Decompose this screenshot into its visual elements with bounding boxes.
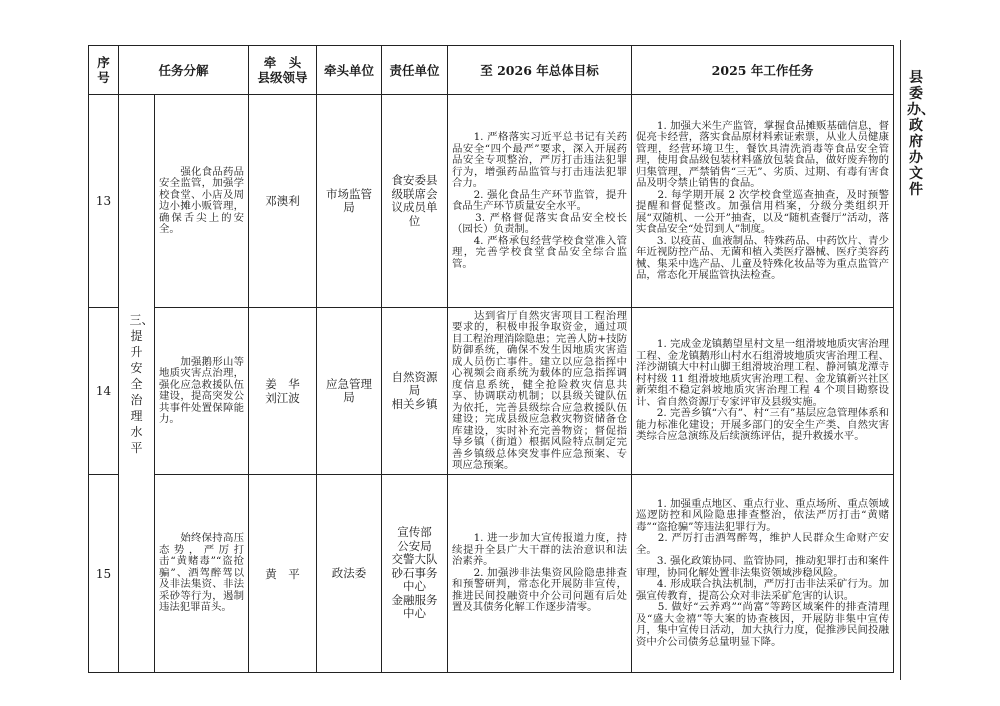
lead-unit-cell: 政法委 [317,475,382,673]
resp-unit-cell: 食安委县级联席会议成员单位 [382,95,448,308]
margin-rule [900,40,901,680]
resp-unit-cell: 宣传部 公安局 交警大队 砂石事务中心 金融服务中心 [382,475,448,673]
lead-unit-cell: 市场监管局 [317,95,382,308]
lead-unit-cell: 应急管理局 [317,308,382,475]
table-row [89,95,894,308]
leader-cell: 邓澳利 [249,95,317,308]
header-lead-unit: 牵头单位 [317,46,382,95]
goal-cell: 达到省厅自然灾害项目工程治理要求的，积极申报争取资金，通过项目工程治理消除隐患；完善人防+技防防御系统，确保不发生因地质灾害造成人员伤亡事件。建立以应急指挥中心视频会商系统为载体的应急指挥调度信息系统，健全抢险救灾信息共享、协调联动机制；以县级关键队伍为依托，完善县级综合应急救援队伍建设；完成县级应急救灾物资储备仓库建设，实时补充完善物资；督促指导乡镇（街道）根据风险特点制定完善乡镇级总体突发事件应急预案、专项应急预案。 [448,308,632,475]
resp-unit-cell: 自然资源局 相关乡镇 [382,308,448,475]
table-row [89,475,894,673]
header-leader: 牵 头 县级领导 [249,46,317,95]
breakdown-cell: 始终保持高压态势，严厉打击“黄赌毒”“盗抢骗”、酒驾醉驾以及非法集资、非法采砂等行为，遏制违法犯罪苗头。 [155,475,249,673]
goal-cell: 1. 进一步加大宣传报道力度，持续提升全县广大干群的法治意识和法治素养。 2. 加强涉非法集资风险隐患排查和预警研判，常态化开展防非宣传，推进民间投融资中介公司问题有后处置及其债务化解工作逐步清零。 [448,475,632,673]
header-no: 序号 [89,46,119,95]
row-number: 14 [89,308,119,475]
leader-cell: 黄 平 [249,475,317,673]
goal-cell: 1. 严格落实习近平总书记有关药品安全“四个最严”要求，深入开展药品安全专项整治，严厉打击违法犯罪行为，增强药品监管与打击违法犯罪合力。 2. 强化食品生产环节监管，提升食品生产环节质量安全水平。 3. 严格督促落实食品安全校长（园长）负责制。 4. 严格承包经营学校食堂准入管理，完善学校食堂食品安全综合监管。 [448,95,632,308]
category-cell [119,95,155,673]
header-breakdown: 任务分解 [119,46,249,95]
row-number: 15 [89,475,119,673]
header-resp-unit: 责任单位 [382,46,448,95]
task-table [88,45,894,673]
task-cell: 1. 加强重点地区、重点行业、重点场所、重点领域巡逻防控和风险隐患排查整治，依法严厉打击“黄赌毒”“盗抢骗”等违法犯罪行为。 2. 严厉打击酒驾醉驾，维护人民群众生命财产安全。 3. 强化政策协同、监管协同，推动犯罪打击和案件审理，协同化解处置非法集资领域涉稳风险。 4. 形成联合执法机制，严厉打击非法采矿行为。加强宣传教育，提高公众对非法采矿危害的认识。 5. 做好“云养鸡”“尚富”等跨区域案件的排查清理及“盛大金禧”等大案的协查核因，开展防非集中宣传月，集中宣传日活动，加大执行力度，促推涉民间投融资中介公司债务总量明显下降。 [632,475,894,673]
header-row [89,46,894,95]
table-row [89,308,894,475]
breakdown-cell: 加强鹅形山等地质灾害点治理，强化应急救援队伍建设，提高突发公共事件处置保障能力。 [155,308,249,475]
category-label: 三、提升安全治理水平 [129,312,154,455]
task-cell: 1. 加强大米生产监管，掌握食品摊贩基础信息，督促亮卡经营，落实食品原材料索证索票，从业人员健康管理，经营环境卫生，餐饮具清洗消毒等食品安全管理，使用食品级包装材料盛放包装食品，做好废弃物的归集管理，严禁销售“三无”、劣质、过期、有毒有害食品及明令禁止销售的食品。 2. 每学期开展 2 次学校食堂巡查抽查，及时预警提醒和督促整改。加强信用档案，分级分类组织开展“双随机、一公开”抽查，以及“随机查餐厅”活动，落实食品安全“处罚到人”制度。 3. 以疫苗、血液制品、特殊药品、中药饮片、青少年近视防控产品、无菌和植入类医疗器械、医疗美容药械、集采中选产品、儿童及特殊化妆品等为重点监管产品，常态化开展监管执法检查。 [632,95,894,308]
task-cell: 1. 完成金龙镇鹅望星村文星一组滑坡地质灾害治理工程、金龙镇鹅形山村水石组滑坡地质灾害治理工程、洋沙湖镇大中村山脚王组滑坡治理工程、静河镇龙潭寺村村级 11 组滑坡地质灾害治理工程、金龙镇新兴社区新荣组不稳定斜坡地质灾害治理工程 4 个项目勘察设计、省自然资源厅专家评审及县级实施。 2. 完善乡镇“六有”、村“三有”基层应急管理体系和能力标准化建设；开展多部门的安全生产类、自然灾害类综合应急演练及后续演练评估，提升救援水平。 [632,308,894,475]
row-number: 13 [89,95,119,308]
side-label: 县委办、政府办文件 [907,70,935,198]
header-task: 2025 年工作任务 [632,46,894,95]
header-goal: 至 2026 年总体目标 [448,46,632,95]
leader-cell: 姜 华 刘江波 [249,308,317,475]
breakdown-cell: 强化食品药品安全监管，加强学校食堂、小店及周边小摊小贩管理，确保舌尖上的安全。 [155,95,249,308]
